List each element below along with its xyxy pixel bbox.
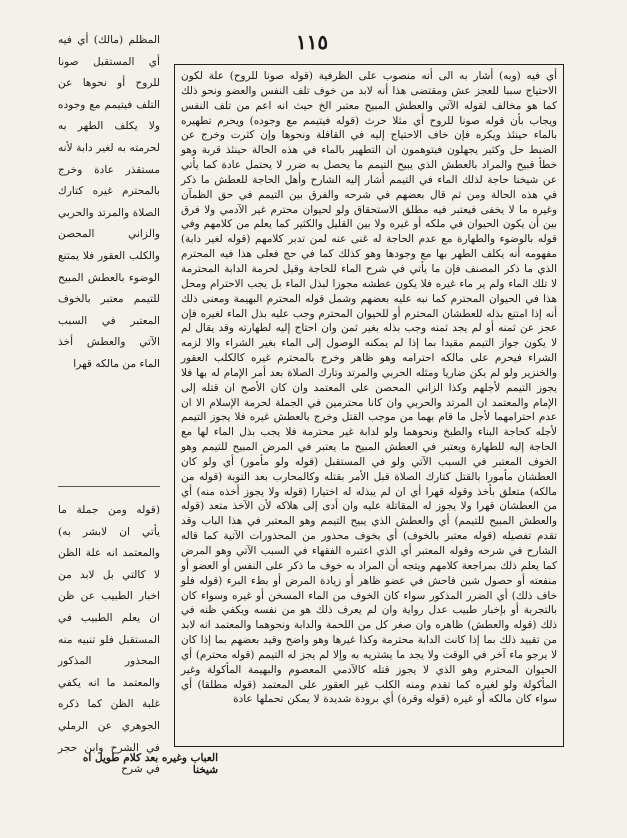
footer-line: العباب وغيره بعد كلام طويل اه شيخنا: [82, 752, 218, 776]
page-number: ١١٥: [295, 30, 329, 54]
main-commentary-text: أي فيه (وبه) أشار به الى أنه منصوب على الظرفية (قوله صونا للروح) علة لكون الاحتياج سببا للعجز عش ومقتضى هذا أنه لابد من خوف تلف النفس والعضو ونحو ذلك كما هو مخالف لقوله الآتي والعطش المبيح معتبر الخ حيث انه اعم من تلف النفس ويجاب بأن قوله صونا للروح أي مثلا حرث (قوله فيتيمم مع وجوده) ويحرم تطهيره بالماء حينئذ ويكره فإن خاف الاحتياج إليه في القافلة ونحوها وإن كثرت وخرج عن الضبط حل وكثير يجهلون فيتوهمون ان التطهير بالماء في هذه الحالة حينئذ قربة وهو خطأ قبيح والمراد بالعطش الذي يبيح التيمم ما يحصل به ضرر لا يحتمل عادة كما يأتي عن شيخنا حاجة لذلك الماء في التيمم أشار إليه الشارح وأهل الحاجة للعطش ما ذكر في هذه الحالة ومن ثم قال بعضهم في شرحه والفرق بين التيمم في حق الظمآن وغيره ما لا يخفى فيعتبر فيه مطلق الاستحقاق ولو لحيوان محترم غير الآدمي ولا فرق بين أن يكون الحيوان في ملكه أو غيره ولا بين القليل والكثير كما يعلم من كلامهم وفي قوله بالوضوء والطهارة مع عدم الحاجة له غنى عنه لمن تدبر كلامهم (قوله لغير دابة) مفهومه أنه يكلف الطهر بها مع وجودها وهو كذلك كما في حج فعلى هذا فيه المحترم الذي ما ذكر المصنف فإن ما يأتي في شرح الماء للحاجة وقيل لحرمة الدابة المحترمة لا تلك الماء ولم ير ماء غيره فلا يكون عطشه مجوزا لبذل الماء بل يجب الاحترام ومحل هذا في الحيوان المحترم كما نبه عليه بعضهم وشمل قوله المحترم البهيمة ومعنى ذلك أنه إذا امتنع بذله للعطشان المحترم أو للحيوان المحترم وجب عليه بذل الماء لغيره فإن عجز عن ثمنه أو لم يجد ثمنه وجب بذله بغير ثمن وان احتاج إليه لطهارته وقد يقال لم لا يكون جواز التيمم مقيدا بما إذا لم يمكنه الوصول إلى الماء بغير الشراء والا لزمه الشراء فيحرم على مالكه احترامه وهو ظاهر وخرج بالمحترم غيره كالكلب العقور والخنزير ولو لم يكن ضاريا ومثله الحربي والمرتد وتارك الصلاة بعد أمر الإمام له بها فلا يجوز التيمم لأجلهم وكذا الزاني المحصن على المعتمد وان كان الأصح ان قتله إلى الإمام والمعتمد ان المرتد والحربي وان كانا محترمين في الجملة لحرمة الإسلام الا ان عدم احترامهما لأجل ما قام بهما من موجب القتل وخرج بالعطش غيره فلا يجوز التيمم لأجله كحاجة البناء والطبخ ونحوهما ولو لدابة غير محترمة فلا يجب بذل الماء لها مع الحاجة إليه للطهارة ويعتبر في العطش المبيح ما يعتبر في المرض المبيح للتيمم وهو الخوف المعتبر في السبب الآتي ولو في المستقبل (قوله ولو مأمور) أي ولو كان العطشان مأمورا بالقتل كتارك الصلاة قبل الأمر بقتله وكالمحارب بعد التوبة (قوله من مالكه) متعلق بأخذ وقوله قهرا أي ان لم يبذله له اختيارا (قوله ولا يجوز أخذه منه) أي من العطشان قهرا ولا يجوز له المقاتلة عليه وان أدى إلى هلاكه لأن الآخذ متعد (قوله والعطش المبيح للتيمم) أي والعطش الذي يبيح التيمم وهو المعتبر في هذا الباب وقد تقدم تفصيله (قوله معتبر بالخوف) أي بخوف محذور من المحذورات الآتية كما قاله الشارح في شرحه وقوله المعتبر أي الذي اعتبره الفقهاء في السبب الآتي وهو المرض كما يعلم ذلك بمراجعة كلامهم ويتجه أن المراد به خوف ما ذكر على النفس أو العضو أو منفعته أو حصول شين فاحش في عضو ظاهر أو زيادة المرض أو بطء البرء (قوله فلو خاف ذلك) أي الضرر المذكور سواء كان الخوف من الماء المسخن أو غيره وسواء كان بالتجربة أو بإخبار طبيب عدل رواية وان لم يعرف ذلك هو من نفسه ويكفي ظنه في ذلك (قوله والعطش) ظاهره وان صغر كل من اللحمة والدابة ونحوهما والمعتمد انه لابد من تقييد ذلك بما إذا كانت الدابة محترمة وكذا غيرها وهو واضح وقيد بعضهم بما إذا كان لا يرجو ماء آخر في الوقت ولا يجد ما يشتريه به وإلا لم يجز له التيمم (قوله محترم) أي الحيوان المحترم وهو الذي لا يجوز قتله كالآدمي المعصوم والبهيمة المأكولة وغير المأكولة ولو لغيره كما تقدم ومنه الكلب غير العقور على المعتمد (قوله مطلقا) أي سواء كان مالكه أو غيره (قوله وقرة) أي برودة شديدة لا يمكن تحملها عادة: [181, 70, 557, 706]
margin-divider: [58, 486, 160, 487]
margin-upper-text: المظلم (مالك) أي فيه أي المستقبل صونا للروح أو نحوها عن التلف فيتيمم مع وجوده ولا يكلف الطهر به لحرمته به لغير دابة لأنه مستقذر عادة وخرج بالمحترم غيره كتارك الصلاة والمرتد والحربي والزاني المحصن والكلب العقور فلا يمتنع الوضوء بالعطش المبيح للتيمم معتبر بالخوف المعتبر في السبب الآتي والعطش أخذ الماء من مالكه قهرا: [58, 34, 160, 370]
main-text-box: [174, 64, 564, 747]
margin-lower-text: (قوله ومن جملة ما يأتي ان لابشر به) والمعتمد انه علة الظن لا كالتي بل لابد من اخبار الطبيب عن ظن ان يعلم الطبيب في المستقبل فلو تنبيه منه المحذور المذكور والمعتمد ما انه يكفي غلبة الظن كما ذكره الجوهري عن الرملي في الشرح وابن حجر في شرح: [58, 504, 160, 776]
